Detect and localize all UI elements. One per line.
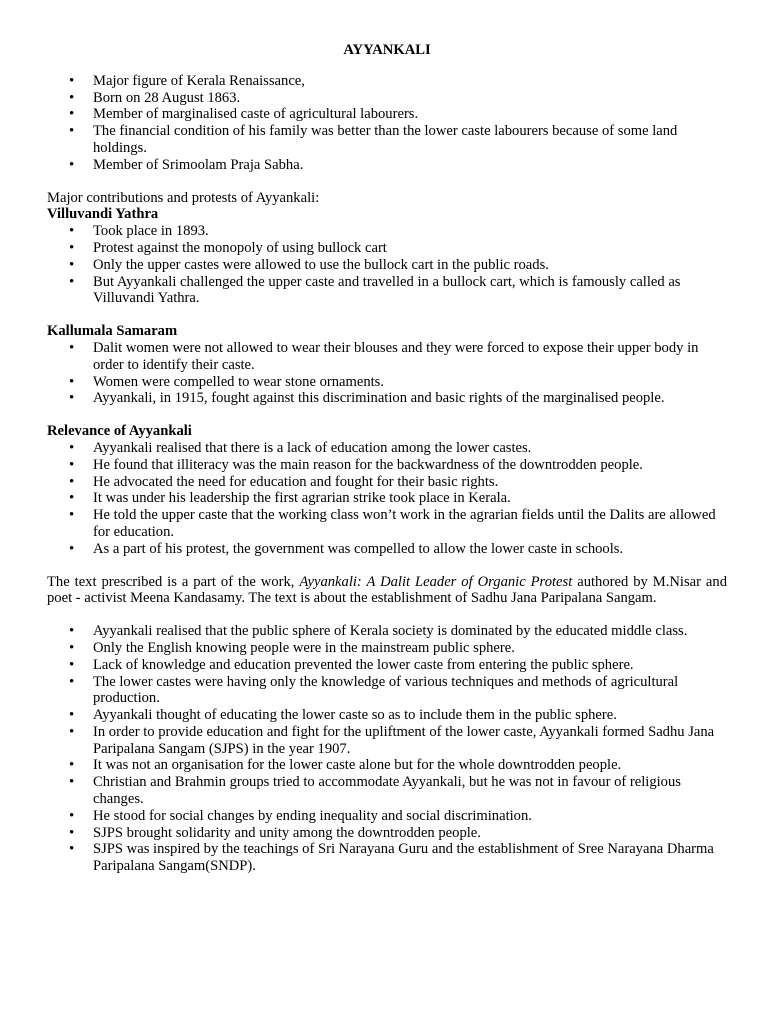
- list-item: • In order to provide education and fight for the upliftment of the lower caste, Ayyankali formed Sadhu Jana Paripalana Sangam (SJPS) in the year 1907.: [47, 724, 727, 758]
- section-heading-relevance: Relevance of Ayyankali: [47, 423, 192, 440]
- kallumala-bullet-list: [47, 340, 727, 407]
- list-item: • Ayyankali thought of educating the lower caste so as to include them in the public sphere.: [47, 707, 727, 724]
- list-item: • Ayyankali realised that there is a lack of education among the lower castes.: [47, 440, 727, 457]
- villuvandi-bullet-list: [47, 223, 727, 307]
- list-item: • Member of Srimoolam Praja Sabha.: [47, 157, 727, 174]
- book-title-italic: Ayyankali: A Dalit Leader of Organic Protest: [299, 573, 573, 590]
- relevance-bullet-list: [47, 440, 727, 558]
- section-heading-villuvandi: Villuvandi Yathra: [47, 206, 159, 223]
- list-item: • It was under his leadership the first agrarian strike took place in Kerala.: [47, 490, 727, 507]
- list-item: • The financial condition of his family was better than the lower caste labourers because of some land holdings.: [47, 123, 727, 157]
- list-item: • As a part of his protest, the government was compelled to allow the lower caste in schools.: [47, 541, 727, 558]
- intro-bullet-list: [47, 73, 727, 174]
- paragraph-text-before: The text prescribed is a part of the work,: [47, 573, 300, 590]
- list-item: • SJPS brought solidarity and unity among the downtrodden people.: [47, 825, 727, 842]
- list-item: • He advocated the need for education and fought for their basic rights.: [47, 474, 727, 491]
- list-item: • Lack of knowledge and education prevented the lower caste from entering the public sphere.: [47, 657, 727, 674]
- list-item: • He stood for social changes by ending inequality and social discrimination.: [47, 808, 727, 825]
- list-item: • Only the upper castes were allowed to use the bullock cart in the public roads.: [47, 257, 727, 274]
- list-item: • Ayyankali realised that the public sphere of Kerala society is dominated by the educated middle class.: [47, 623, 727, 640]
- list-item: • Only the English knowing people were in the mainstream public sphere.: [47, 640, 727, 657]
- paragraph-text-after: authored by M.Nisar and poet - activist Meena Kandasamy. The text is about the establishment of Sadhu Jana Paripalana Sangam.: [47, 573, 728, 607]
- list-item: • Ayyankali, in 1915, fought against this discrimination and basic rights of the marginalised people.: [47, 390, 727, 407]
- document-page: [47, 42, 727, 875]
- list-item: • Member of marginalised caste of agricultural labourers.: [47, 106, 727, 123]
- contributions-intro: Major contributions and protests of Ayyankali:: [47, 189, 320, 206]
- text-paragraph: [47, 574, 727, 608]
- list-item: • Christian and Brahmin groups tried to accommodate Ayyankali, but he was not in favour of religious changes.: [47, 774, 727, 808]
- list-item: • The lower castes were having only the knowledge of various techniques and methods of agricultural production.: [47, 674, 727, 708]
- list-item: • He told the upper caste that the working class won’t work in the agrarian fields until the Dalits are allowed for education.: [47, 507, 727, 541]
- final-bullet-list: [47, 623, 727, 875]
- list-item: • SJPS was inspired by the teachings of Sri Narayana Guru and the establishment of Sree Narayana Dharma Paripalana Sangam(SNDP).: [47, 841, 727, 875]
- list-item: • Dalit women were not allowed to wear their blouses and they were forced to expose their upper body in order to identify their caste.: [47, 340, 727, 374]
- list-item: • Born on 28 August 1863.: [47, 90, 727, 107]
- list-item: • Women were compelled to wear stone ornaments.: [47, 374, 727, 391]
- section-heading-kallumala: Kallumala Samaram: [47, 323, 178, 340]
- list-item: • He found that illiteracy was the main reason for the backwardness of the downtrodden people.: [47, 457, 727, 474]
- document-title: AYYANKALI: [343, 42, 431, 58]
- list-item: • But Ayyankali challenged the upper caste and travelled in a bullock cart, which is famously called as Villuvandi Yathra.: [47, 274, 727, 308]
- list-item: • It was not an organisation for the lower caste alone but for the whole downtrodden people.: [47, 757, 727, 774]
- list-item: • Major figure of Kerala Renaissance,: [47, 73, 727, 90]
- list-item: • Took place in 1893.: [47, 223, 727, 240]
- list-item: • Protest against the monopoly of using bullock cart: [47, 240, 727, 257]
